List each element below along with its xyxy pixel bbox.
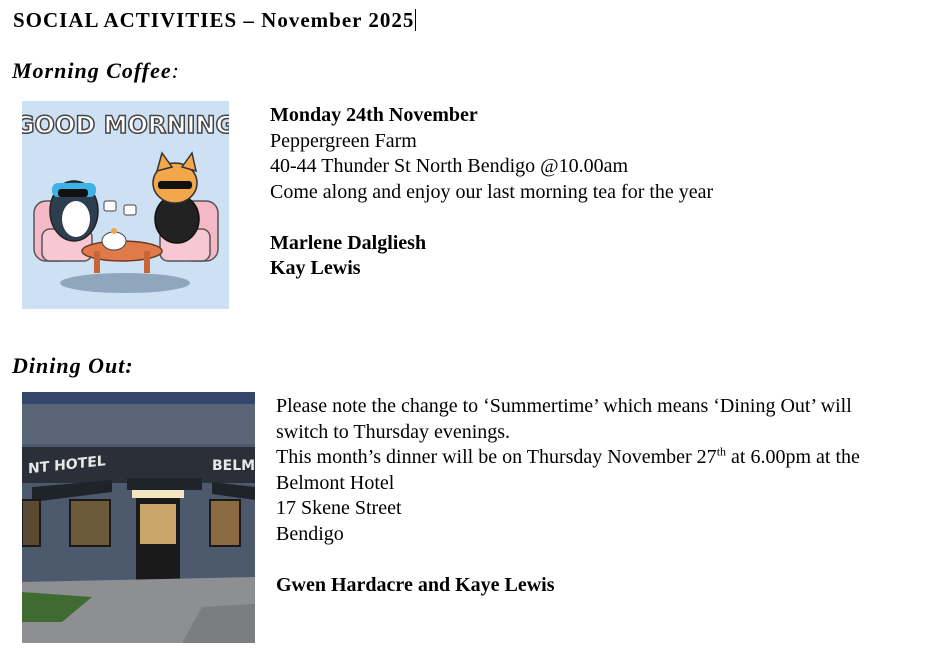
hotel-sign-left: NT HOTEL	[28, 453, 106, 478]
dining-out-line-3-start: This month’s dinner will be on Thursday November 27	[276, 446, 717, 468]
text-cursor	[415, 9, 416, 31]
page-title-text: SOCIAL ACTIVITIES – November 2025	[13, 8, 415, 32]
dining-out-suburb: Bendigo	[276, 522, 344, 545]
morning-coffee-host-1: Marlene Dalgliesh	[270, 231, 427, 254]
dining-out-hosts: Gwen Hardacre and Kaye Lewis	[276, 573, 555, 596]
morning-coffee-host-2: Kay Lewis	[270, 257, 361, 279]
page-title	[13, 8, 416, 33]
hotel-sign-right: BELM	[212, 458, 255, 474]
dining-out-line-3	[276, 445, 860, 471]
dining-out-details	[276, 394, 860, 598]
morning-coffee-date: Monday 24th November	[270, 104, 478, 126]
morning-coffee-address: 40-44 Thunder St North Bendigo @10.00am	[270, 155, 629, 177]
section-heading-morning-coffee	[12, 58, 180, 84]
hotel-photo	[22, 392, 255, 643]
good-morning-image	[22, 101, 229, 309]
dining-out-street: 17 Skene Street	[276, 497, 402, 519]
morning-coffee-details	[270, 103, 713, 282]
dining-out-line-3-end: at 6.00pm at the	[726, 446, 860, 468]
dining-out-venue: Belmont Hotel	[276, 471, 395, 494]
blank-line	[270, 205, 713, 231]
dining-out-line-2: switch to Thursday evenings.	[276, 420, 511, 443]
blank-line	[276, 547, 860, 573]
section-heading-dining-out: Dining Out:	[12, 353, 134, 378]
belmont-hotel-image	[22, 392, 255, 643]
morning-coffee-venue: Peppergreen Farm	[270, 129, 417, 152]
dining-out-line-1: Please note the change to ‘Summertime’ which means ‘Dining Out’ will	[276, 395, 852, 417]
morning-coffee-description: Come along and enjoy our last morning tea for the year	[270, 180, 714, 203]
image-caption: GOOD MORNING	[22, 111, 229, 139]
morning-coffee-heading-text: Morning Coffee	[12, 58, 172, 83]
good-morning-illustration	[22, 101, 229, 309]
ordinal-suffix: th	[716, 444, 727, 459]
morning-coffee-heading-colon: :	[171, 58, 180, 83]
